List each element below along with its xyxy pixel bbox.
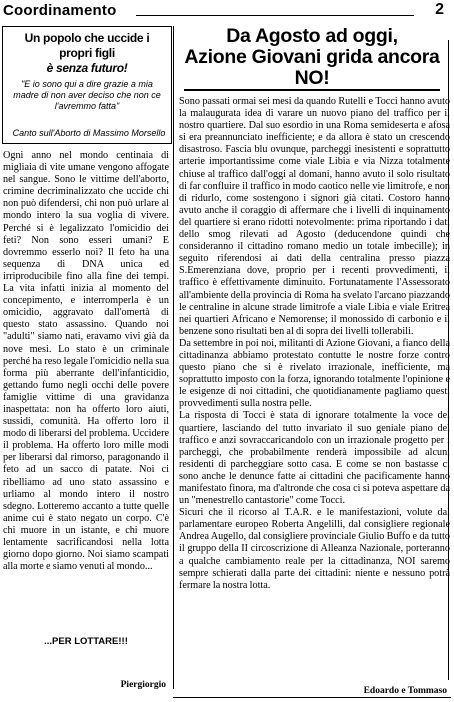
main-headline-line3: NO! [294, 67, 330, 89]
bottom-rule [173, 697, 451, 698]
main-article-paragraph: Sono passati ormai sei mesi da quando Rutelli e Tocci hanno avuto la malaugurata idea di varare un nuovo piano del traffico per il nostro quartiere. Dal suo esordio in una Roma semideserta e afosa si era preannunciato inefficiente; e da allora è stato un crescendo disastroso. Fascia blu ovunque, parcheggi inesistenti e soprattutto arterie importantissime come viale Libia e via Nizza totalmente chiuse al traffico dall'oggi al domani, hanno avuto il solo risultato di far confluire il traffico in modo caotico nelle vie limitrofe, e non di ridurlo, come sostengono i signori già citati. Costoro hanno avuto anche il coraggio di affermare che i livelli di inquinamento del quartiere si erano ridotti notevolmente: prima riportando i dati dello smog rilevati ad Agosto (deducendone quindi che consideranno il cittadino romano medio un totale imbecille); in seguito riferendosi ai dati della centralina presso piazza S.Emerenziana dove, proprio per i recenti provvedimenti, il traffico è effettivamente diminuito. Fortunatamente l'Assessorato all'ambiente della provincia di Roma ha svelato l'arcano piazzando le centraline in alcune strade limitrofe a viale Libia e viale Eritrea nei quartieri Africano e Nemorense; il monossido di carbonio e il benzene sono risultati ben al di sopra dei livelli tollerabili. [179, 96, 450, 337]
left-article-text: Ogni anno nel mondo centinaia di migliaia di vite umane vengono affogate nel sangue. Sono le vittime dell'aborto, crimine decriminalizzato che uccide chi non può difendersi, chi non può urlare al mondo intero la sua voglia di vivere. Perché si è legalizzato l'omicidio dei feti? Non sono esseri umani? E dovremmo esserlo noi? Il feto ha una sequenza di DNA unica ed irriproducibile fino alla fine dei tempi. La vita infatti inizia al momento del concepimento, e interromperla è un omicidio, aggravato dall'omertà di questo stato assassino. Quando noi "adulti" siamo nati, eravamo vivi già da nove mesi. Lo stato è un criminale perché ha reso legale l'omicidio nella sua forma più aberrante dell'infanticidio, gettando fumo negli occhi delle povere famiglie vittime di una gravidanza inaspettata: non ha offerto loro aiuti, sussidi, comunità. Ha offerto loro il modo di liberarsi del problema. Uccidere il problema. Ha offerto loro mille modi per liberarsi dal rimorso, paragonando il feto ad un sacco di patate. Noi ci ribelliamo ad uno stato assassino e urliamo al mondo intero il nostro sdegno. Lotteremo accanto a tutte quelle anime cui è stato negato un corpo. C'è chi muore in un istante, e chi muore lentamente sacrificandosi nella lotta giorno dopo giorno. Noi siamo scampati alla morte e siamo venuti al mondo... [3, 150, 169, 573]
sidebar-headline-main: Un popolo che uccide i propri figli [24, 31, 150, 60]
column-divider [173, 26, 174, 689]
main-headline-line1: Da Agosto ad oggi, [226, 25, 398, 47]
section-title: Coordinamento [3, 2, 117, 19]
song-quote: "E io sono qui a dire grazie a mia madre di non aver deciso che non ce l'avremmo fatta" [13, 79, 161, 111]
main-headline-line2: Azione Giovani grida ancora [184, 46, 440, 68]
main-article-paragraph: Da settembre in poi noi, militanti di Azione Giovani, a fianco della cittadinanza abbiamo protestato contutte le nostre forze contro questo piano che si è rivelato irrazionale, inefficiente, ma soprattutto imposto con la forza, ignorando totalmente l'opinione e le esigenze di noi cittadini, che quotidianamente pagliamo questi provvedimenti sulla nostra pelle. [179, 337, 450, 410]
quote-credit: Canto sull'Aborto di Massimo Morsello [12, 128, 166, 138]
left-article-signature: Piergiorgio [120, 680, 166, 690]
left-article-closing: ...PER LOTTARE!!! [44, 636, 128, 647]
main-article-paragraph: Sicuri che il ricorso al T.A.R. e le manifestazioni, volute dal parlamentare europeo Roberta Angelilli, dal consigliere regionale Andrea Augello, dal consigliere provinciale Giulio Buffo e da tutto il gruppo della II circoscrizione di Alleanza Nazionale, porteranno a qualche cambiamento reale per la cittadinanza, NOI saremo sempre schierati dalla parte dei cittadini: niente e nessuno potrà fermare la nostra lotta. [179, 507, 450, 591]
page-header [0, 2, 454, 22]
main-headline-box [184, 26, 439, 91]
header-rule [136, 15, 414, 16]
right-edge-rule [448, 40, 449, 680]
main-headline [177, 26, 447, 91]
sidebar-headline [7, 31, 167, 76]
left-article-body [3, 150, 169, 625]
page-number: 2 [435, 1, 444, 18]
main-article-paragraph: La risposta di Tocci è stata di ignorare totalmente la voce del quartiere, lasciando del tutto invariato il suo geniale piano del traffico e anzi sovraccaricandolo con un irrazionale progetto per i parcheggi, che probabilmente renderà impossibile ad alcuni residenti di parcheggiare sotto casa. E come se non bastasse ci sono anche le denunce fatte ai cittadini che pacificamente hanno manifestato finora, ma d'altronde che cosa ci si poteva aspettare da un "menestrello cantastorie" come Tocci. [179, 410, 450, 507]
main-article-body [179, 96, 450, 684]
sidebar-quote-box [2, 26, 172, 144]
sidebar-headline-sub: è senza futuro! [46, 61, 128, 75]
main-article-signature: Edoardo e Tommaso [363, 686, 447, 696]
